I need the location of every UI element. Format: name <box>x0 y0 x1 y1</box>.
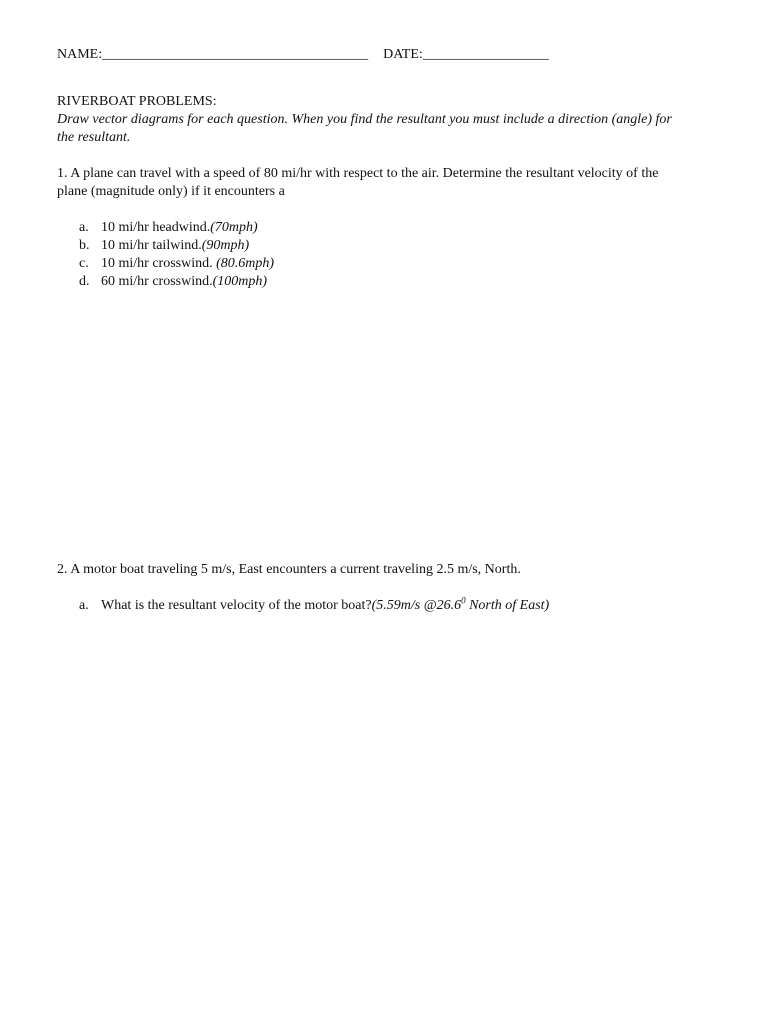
item-text: 10 mi/hr crosswind. <box>101 256 217 271</box>
section-title: RIVERBOAT PROBLEMS: <box>57 94 217 109</box>
question-1-item-b <box>79 237 249 255</box>
item-marker: c. <box>79 256 89 271</box>
question-1-item-c <box>79 255 274 273</box>
item-text: 60 mi/hr crosswind. <box>101 274 213 289</box>
item-marker: d. <box>79 274 90 289</box>
item-marker: a. <box>79 220 89 235</box>
item-answer: (80.6mph) <box>216 256 275 271</box>
item-answer: (90mph) <box>201 238 250 253</box>
instructions-line-2: the resultant. <box>57 130 131 145</box>
item-marker: b. <box>79 238 90 253</box>
item-text: 10 mi/hr tailwind. <box>101 238 202 253</box>
name-field-label: NAME:______________________________________ <box>57 47 369 62</box>
date-field-label: DATE:__________________ <box>383 47 549 62</box>
item-answer-degree: 0 <box>461 595 466 606</box>
item-answer: (70mph) <box>210 220 258 235</box>
question-2-line-1: 2. A motor boat traveling 5 m/s, East encounters a current traveling 2.5 m/s, North. <box>57 562 521 577</box>
item-answer-pre: (5.59m/s @26.6 <box>371 598 462 613</box>
question-2-item-a <box>79 597 549 615</box>
item-answer <box>371 595 550 613</box>
question-1-item-a <box>79 219 258 237</box>
item-answer: (100mph) <box>212 274 268 289</box>
question-1-line-1: 1. A plane can travel with a speed of 80 mi/hr with respect to the air. Determine the resultant velocity of the <box>57 166 659 181</box>
item-text: What is the resultant velocity of the motor boat? <box>101 598 372 613</box>
item-answer-post: North of East) <box>465 598 550 613</box>
item-marker: a. <box>79 598 89 613</box>
header-row <box>57 46 549 64</box>
question-1-line-2: plane (magnitude only) if it encounters a <box>57 184 285 199</box>
question-1-item-d <box>79 273 267 291</box>
instructions-line-1: Draw vector diagrams for each question. When you find the resultant you must include a direction (angle) for <box>57 112 672 127</box>
item-text: 10 mi/hr headwind. <box>101 220 211 235</box>
